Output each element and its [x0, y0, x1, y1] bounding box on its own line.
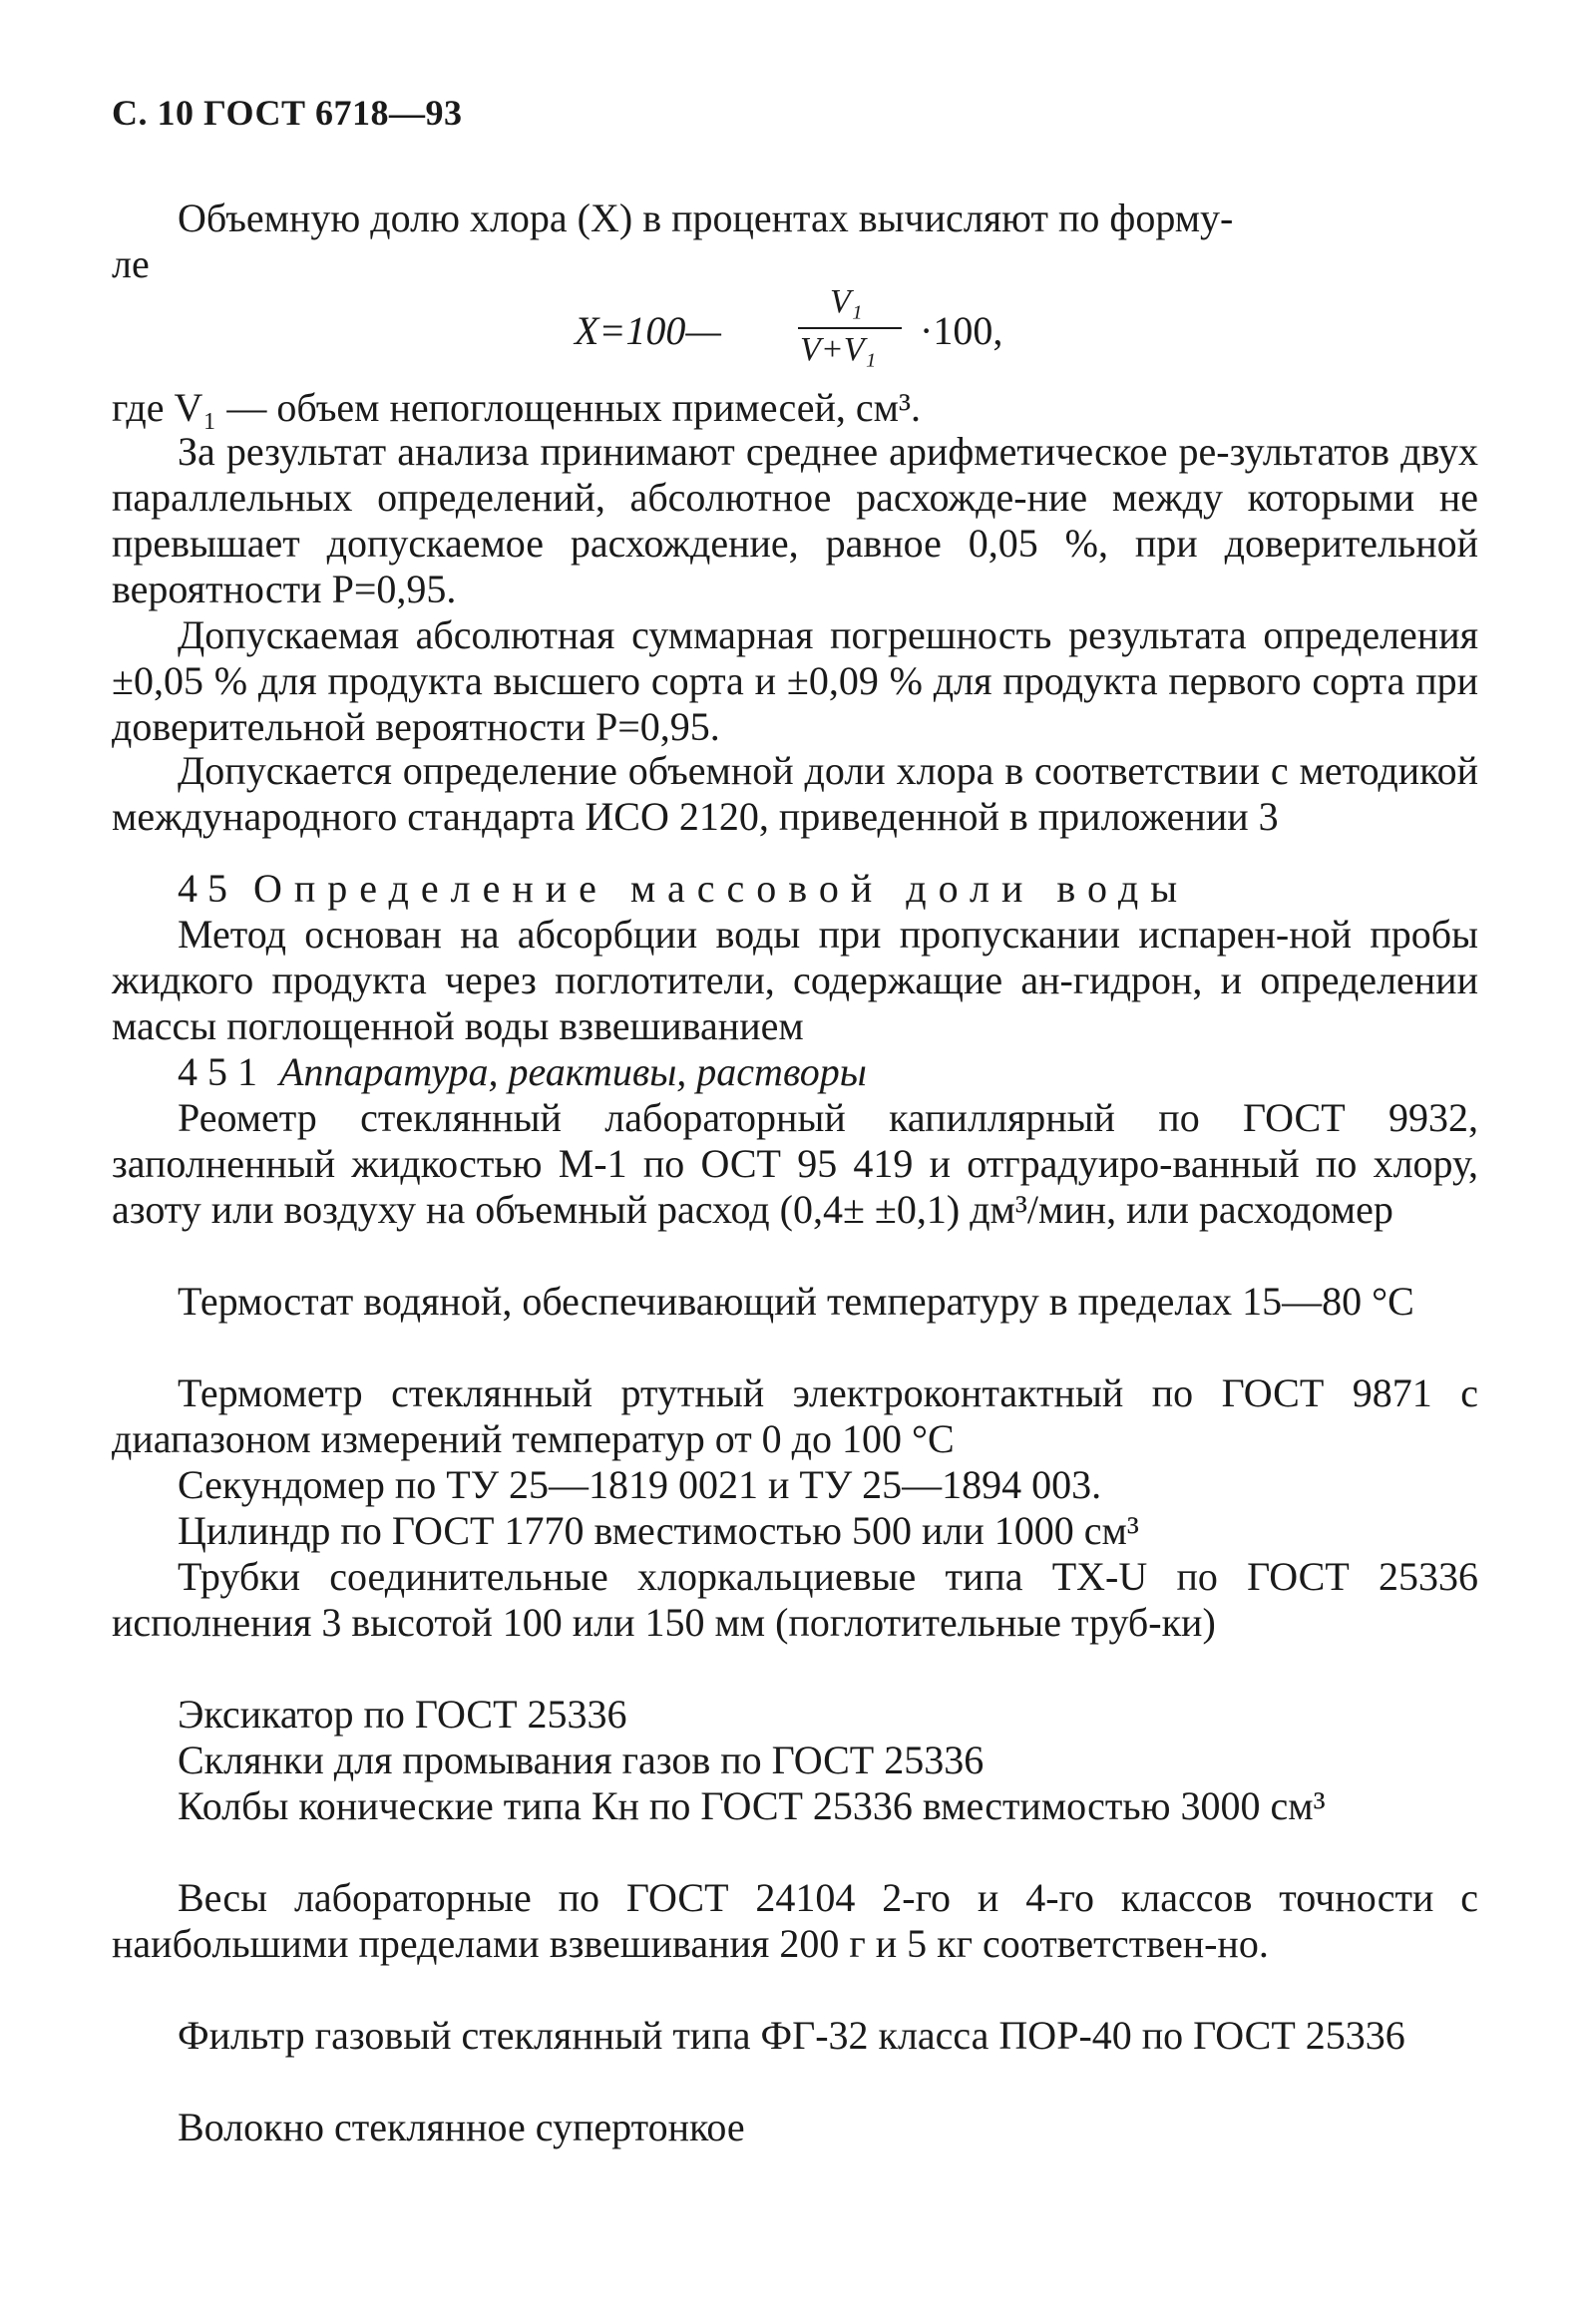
- paragraph-method: Метод основан на абсорбции воды при пропускании испарен-ной пробы жидкого продукта через поглотители, содержащие ан-гидрон, и определении массы поглощенной воды взвешиванием: [112, 912, 1478, 1048]
- item-glass-fiber: Волокно стеклянное супертонкое: [178, 2105, 745, 2149]
- page-header: С. 10 ГОСТ 6718—93: [112, 93, 463, 133]
- item-stopwatch: Секундомер по ТУ 25—1819 0021 и ТУ 25—1894 003.: [178, 1462, 1102, 1507]
- section-title: Определение массовой доли воды: [253, 866, 1190, 911]
- item-thermostat: Термостат водяной, обеспечивающий температуру в пределах 15—80 °С: [178, 1279, 1414, 1324]
- item-tubes: Трубки соединительные хлоркальциевые типа ТХ-U по ГОСТ 25336 исполнения 3 высотой 100 или 150 мм (поглотительные труб-ки): [112, 1554, 1478, 1645]
- formula-numerator: V₁: [830, 283, 863, 320]
- subsection-title: Аппаратура, реактивы, растворы: [279, 1049, 867, 1094]
- item-gas-bottles: Склянки для промывания газов по ГОСТ 25336: [178, 1738, 985, 1782]
- paragraph-error: Допускаемая абсолютная суммарная погрешность результата определения ±0,05 % для продукта высшего сорта и ±0,09 % для продукта первого сорта при доверительной вероятности P=0,95.: [112, 612, 1478, 749]
- item-thermometer: Термометр стеклянный ртутный электроконтактный по ГОСТ 9871 с диапазоном измерений температур от 0 до 100 °С: [112, 1370, 1478, 1461]
- subsection-heading: [178, 1049, 867, 1095]
- formula-fraction-bar: [798, 327, 902, 329]
- item-gas-filter: Фильтр газовый стеклянный типа ФГ-32 класса ПОР-40 по ГОСТ 25336: [178, 2013, 1405, 2058]
- item-cylinder: Цилиндр по ГОСТ 1770 вместимостью 500 или 1000 см³: [178, 1508, 1139, 1553]
- where-line: где V₁ — объем непоглощенных примесей, см³.: [112, 385, 921, 430]
- formula-lhs: X=100—: [575, 308, 721, 353]
- item-flasks: Колбы конические типа Кн по ГОСТ 25336 вместимостью 3000 см³: [178, 1783, 1326, 1828]
- intro-line-2: ле: [112, 241, 150, 286]
- paragraph-result: За результат анализа принимают среднее арифметическое ре-зультатов двух параллельных определений, абсолютное расхожде-ние между которыми не превышает допускаемое расхождение, равное 0,05 %, при доверительной вероятности P=0,95.: [112, 429, 1478, 611]
- item-rheometer: Реометр стеклянный лабораторный капиллярный по ГОСТ 9932, заполненный жидкостью М-1 по ОСТ 95 419 и отградуиро-ванный по хлору, азоту или воздуху на объемный расход (0,4± ±0,1) дм³/мин, или расходомер: [112, 1095, 1478, 1232]
- item-desiccator: Эксикатор по ГОСТ 25336: [178, 1692, 627, 1737]
- formula-rhs: ·100,: [920, 308, 1003, 353]
- formula-denominator: V+V₁: [800, 331, 877, 368]
- item-scales: Весы лабораторные по ГОСТ 24104 2-го и 4-го классов точности с наибольшими пределами взвешивания 200 г и 5 кг соответствен-но.: [112, 1875, 1478, 1966]
- section-heading: [178, 866, 1189, 912]
- intro-line-1: Объемную долю хлора (X) в процентах вычисляют по форму-: [178, 195, 1234, 240]
- paragraph-iso: Допускается определение объемной доли хлора в соответствии с методикой международного стандарта ИСО 2120, приведенной в приложении 3: [112, 748, 1478, 839]
- subsection-number: 4 5 1: [178, 1049, 257, 1094]
- section-number: 4 5: [178, 866, 227, 911]
